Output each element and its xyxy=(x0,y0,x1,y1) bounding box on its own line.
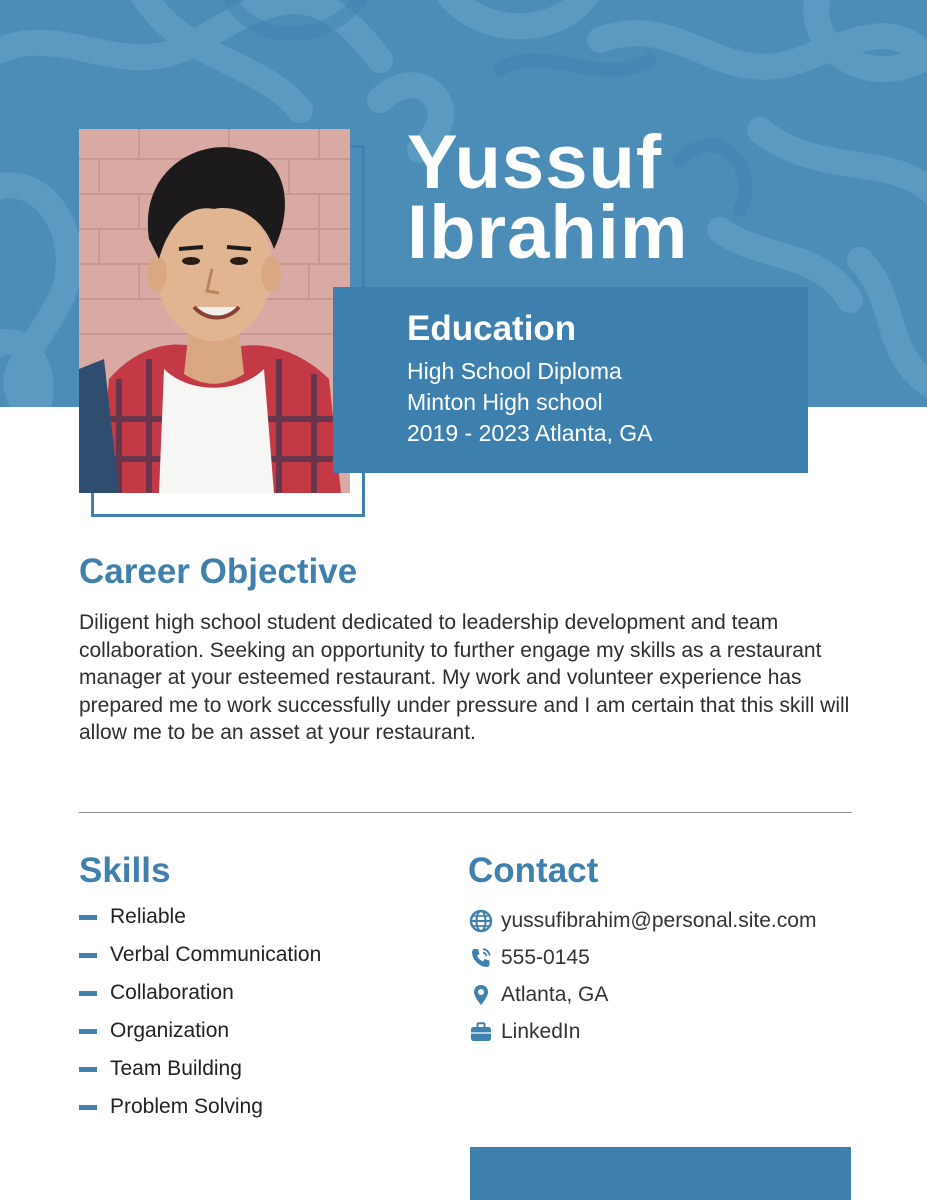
contact-linkedin-label: LinkedIn xyxy=(501,1020,581,1043)
full-name xyxy=(407,120,867,275)
contact-location xyxy=(468,980,608,1010)
contact-website-label: yussufibrahim@personal.site.com xyxy=(501,909,817,932)
footer-accent-block xyxy=(470,1147,851,1200)
first-name: Yussuf xyxy=(407,120,663,205)
dash-bullet-icon xyxy=(79,1105,97,1110)
career-objective-title: Career Objective xyxy=(79,552,358,591)
last-name: Ibrahim xyxy=(407,190,689,275)
contact-website[interactable] xyxy=(468,906,816,936)
skills-title: Skills xyxy=(79,851,171,890)
skill-item xyxy=(79,978,234,1008)
education-school: Minton High school xyxy=(407,389,603,415)
education-title: Education xyxy=(407,309,577,348)
contact-phone-label: 555-0145 xyxy=(501,946,590,969)
dash-bullet-icon xyxy=(79,991,97,996)
career-objective-text: Diligent high school student dedicated to leadership development and team collaboration. Seeking an opportunity to further engage my skills as a restaurant manager at your esteemed restaurant. My work and volunteer experience has prepared me to work successfully under pressure and I am certain that this skill will allow me to be an asset at your restaurant. xyxy=(79,611,850,744)
skill-label: Reliable xyxy=(110,905,186,928)
contact-linkedin[interactable] xyxy=(468,1017,580,1047)
globe-icon xyxy=(468,908,494,934)
phone-icon xyxy=(468,945,494,971)
skill-label: Team Building xyxy=(110,1057,242,1080)
contact-phone[interactable] xyxy=(468,943,590,973)
briefcase-icon xyxy=(468,1019,494,1045)
skill-item xyxy=(79,1054,242,1084)
skill-item xyxy=(79,1016,229,1046)
dash-bullet-icon xyxy=(79,1029,97,1034)
dash-bullet-icon xyxy=(79,1067,97,1072)
skill-item xyxy=(79,1092,263,1122)
skill-item xyxy=(79,940,321,970)
contact-title: Contact xyxy=(468,851,599,890)
skill-label: Collaboration xyxy=(110,981,234,1004)
skill-label: Problem Solving xyxy=(110,1095,263,1118)
section-divider xyxy=(79,812,852,813)
portrait-photo xyxy=(79,129,350,493)
contact-location-label: Atlanta, GA xyxy=(501,983,609,1006)
education-dates-location: 2019 - 2023 Atlanta, GA xyxy=(407,420,653,446)
dash-bullet-icon xyxy=(79,915,97,920)
skill-label: Organization xyxy=(110,1019,230,1042)
dash-bullet-icon xyxy=(79,953,97,958)
skill-item xyxy=(79,902,186,932)
skill-label: Verbal Communication xyxy=(110,943,322,966)
location-pin-icon xyxy=(468,982,494,1008)
education-degree: High School Diploma xyxy=(407,358,622,384)
